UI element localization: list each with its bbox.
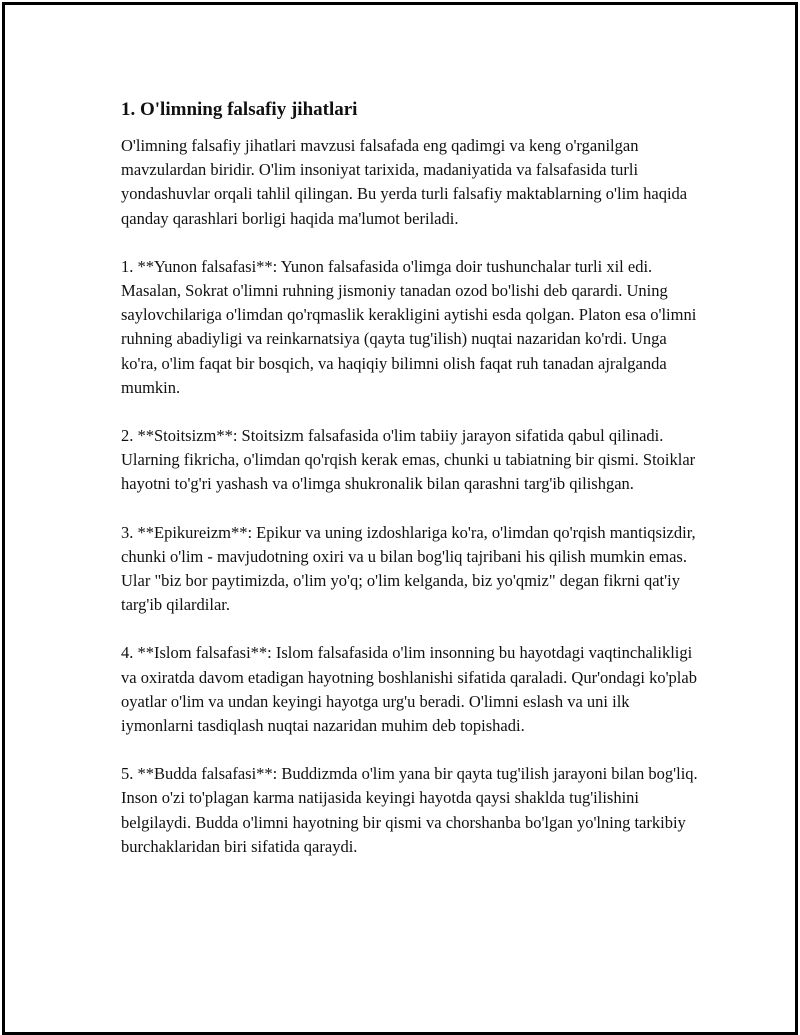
- paragraph-stoicism: 2. **Stoitsizm**: Stoitsizm falsafasida o'lim tabiiy jarayon sifatida qabul qilinadi. Ularning fikricha, o'limdan qo'rqish kerak emas, chunki u tabiatning bir qismi. Stoiklar hayotni to'g'ri yashash va o'limga shukronalik bilan qarashni targ'ib qilishgan.: [121, 426, 696, 494]
- paragraph-islamic-philosophy: 4. **Islom falsafasi**: Islom falsafasida o'lim insonning bu hayotdagi vaqtinchalikligi va oxiratda davom etadigan hayotning boshlanishi sifatida qaraladi. Qur'ondagi ko'plab oyatlar o'lim va undan keyingi hayotga urg'u beradi. O'limni eslash va uni ilk iymonlarni tasdiqlash nuqtai nazaridan muhim deb topishadi.: [121, 643, 697, 736]
- paragraph-greek-philosophy: 1. **Yunon falsafasi**: Yunon falsafasida o'limga doir tushunchalar turli xil edi. Masalan, Sokrat o'limni ruhning jismoniy tanadan ozod bo'lishi deb qarardi. Uning saylovchilariga o'limdan qo'rqmaslik kerakligini aytishi esda qolgan. Platon esa o'limni ruhning abadiyligi va reinkarnatsiya (qayta tug'ilish) nuqtai nazaridan ko'rdi. Unga ko'ra, o'lim faqat bir bosqich, va haqiqiy bilimni olish faqat ruh tanadan ajralganda mumkin.: [121, 256, 697, 397]
- paragraph-epicureanism: 3. **Epikureizm**: Epikur va uning izdoshlariga ko'ra, o'limdan qo'rqish mantiqsizdir, chunki o'lim - mavjudotning oxiri va u bilan bog'liq tajribani his qilish mumkin emas. Ular "biz bor paytimizda, o'lim yo'q; o'lim kelganda, biz yo'qmiz" degan fikrni qat'iy targ'ib qilardilar.: [121, 522, 696, 615]
- page-frame: [2, 2, 798, 1035]
- paragraph-buddhist-philosophy: 5. **Budda falsafasi**: Buddizmda o'lim yana bir qayta tug'ilish jarayoni bilan bog'liq. Inson o'zi to'plagan karma natijasida keyingi hayotda qaysi shaklda tug'ilishini belgilaydi. Budda o'limni hayotning bir qismi va chorshanba bo'lgan yo'lning tarkibiy burchaklaridan biri sifatida qaraydi.: [121, 764, 698, 856]
- document-body: [121, 97, 701, 883]
- intro-paragraph: O'limning falsafiy jihatlari mavzusi falsafada eng qadimgi va keng o'rganilgan mavzulardan biridir. O'lim insoniyat tarixida, madaniyatida va falsafasida turli yondashuvlar orqali tahlil qilingan. Bu yerda turli falsafiy maktablarning o'lim haqida qanday qarashlari borligi haqida ma'lumot beriladi.: [121, 136, 688, 228]
- document-title: 1. O'limning falsafiy jihatlari: [121, 99, 358, 120]
